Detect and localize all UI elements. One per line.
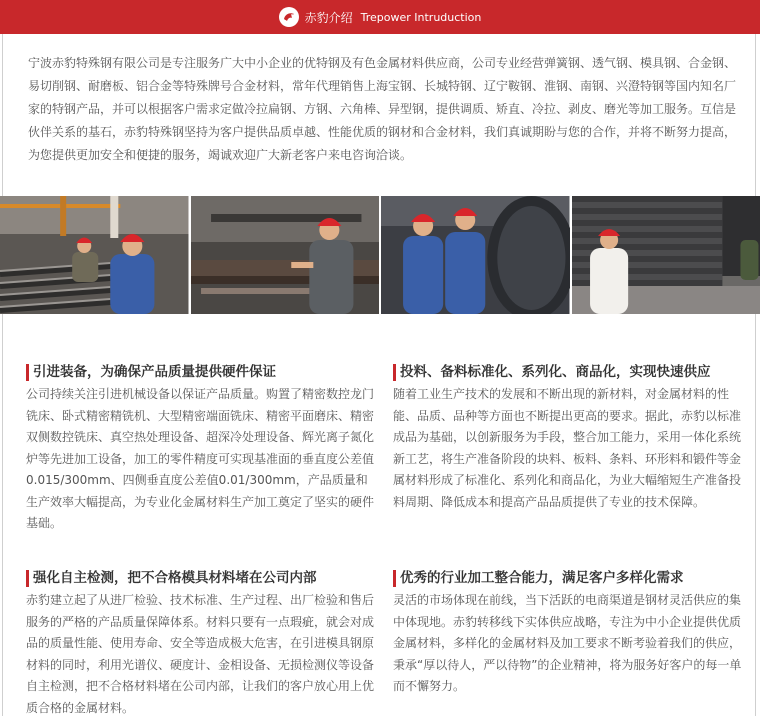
feature-processing [393,570,743,698]
feature-title: 引进装备，为确保产品质量提供硬件保证 [26,364,376,381]
company-intro: 宁波赤豹特殊钢有限公司是专注服务广大中小企业的优特钢及有色金属材料供应商，公司专业经营弹簧钢、透气钢、模具钢、合金钢、易切削钢、耐磨板、铝合金等特殊牌号合金材料，常年代理销售上海宝钢、长城特钢、辽宁鞍钢、淮钢、南钢、兴澄特钢等国内知名厂家的特钢产品，并可以根据客户需求定做冷拉扁钢、方钢、六角棒、异型钢，提供调质、矫直、冷拉、剥皮、磨光等加工服务。互信是伙伴关系的基石，赤豹特殊钢坚持为客户提供品质卓越、性能优质的钢材和合金材料，我们真诚期盼与您的合作，并将不断努力提高，为您提供更加安全和便捷的服务，竭诚欢迎广大新老客户来电咨询洽谈。 [28,52,740,167]
feature-text: 公司持续关注引进机械设备以保证产品质量。购置了精密数控龙门铣床、卧式精密精铣机、大型精密端面铣床、精密平面磨床、精密双侧数控铣床、真空热处理设备、超深冷处理设备、辉光离子氮化炉等先进加工设备，加工的零件精度可实现基准面的垂直度公差值0.015/300mm、四侧垂直度公差值0.01/300mm，产品质量和生产效率大幅提高，为专业化金属材料生产加工奠定了坚实的硬件基础。 [26,384,376,535]
leopard-logo-icon [279,7,299,27]
feature-title: 投料、备料标准化、系列化、商品化，实现快速供应 [393,364,743,381]
feature-text: 灵活的市场体现在前线，当下活跃的电商渠道是钢材灵活供应的集中体现地。赤豹转移线下实体供应战略，专注为中小企业提供优质金属材料，多样化的金属材料及加工要求不断考验着我们的供应，秉承“厚以待人，严以待物”的企业精神，将为服务好客户的每一单而不懈努力。 [393,590,743,698]
photo-plate-stack-warehouse [572,196,760,314]
photo-plate-inspection [191,196,380,314]
feature-title: 优秀的行业加工整合能力，满足客户多样化需求 [393,570,743,587]
photo-steel-bars-inspection [0,196,189,314]
section-header [0,0,760,34]
header-subtitle: Trepower Intruduction [361,11,482,24]
photo-strip [0,196,760,314]
photo-steel-coil-inspection [381,196,570,314]
feature-inspection [26,570,376,719]
feature-title: 强化自主检测，把不合格模具材料堵在公司内部 [26,570,376,587]
feature-equipment [26,364,376,535]
feature-text: 随着工业生产技术的发展和不断出现的新材料，对金属材料的性能、品质、品种等方面也不断提出更高的要求。据此，赤豹以标准成品为基础，以创新服务为手段，整合加工能力，采用一体化系统新工艺，将生产准备阶段的块料、板料、条料、环形料和锻件等金属材料形成了标准化、系列化和商品化，为业大幅缩短生产准备投料周期、降低成本和提高产品品质提供了专业的技术保障。 [393,384,743,513]
header-title: 赤豹介绍 [305,9,353,26]
feature-text: 赤豹建立起了从进厂检验、技术标准、生产过程、出厂检验和售后服务的严格的产品质量保障体系。材料只要有一点瑕疵，就会对成品的质量性能、使用寿命、安全等造成极大危害，在引进模具钢原材料的同时，利用光谱仪、硬度计、金相设备、无损检测仪等设备自主检测，把不合格材料堵在公司内部，让我们的客户放心用上优质合格的金属材料。 [26,590,376,719]
feature-standardization [393,364,743,513]
